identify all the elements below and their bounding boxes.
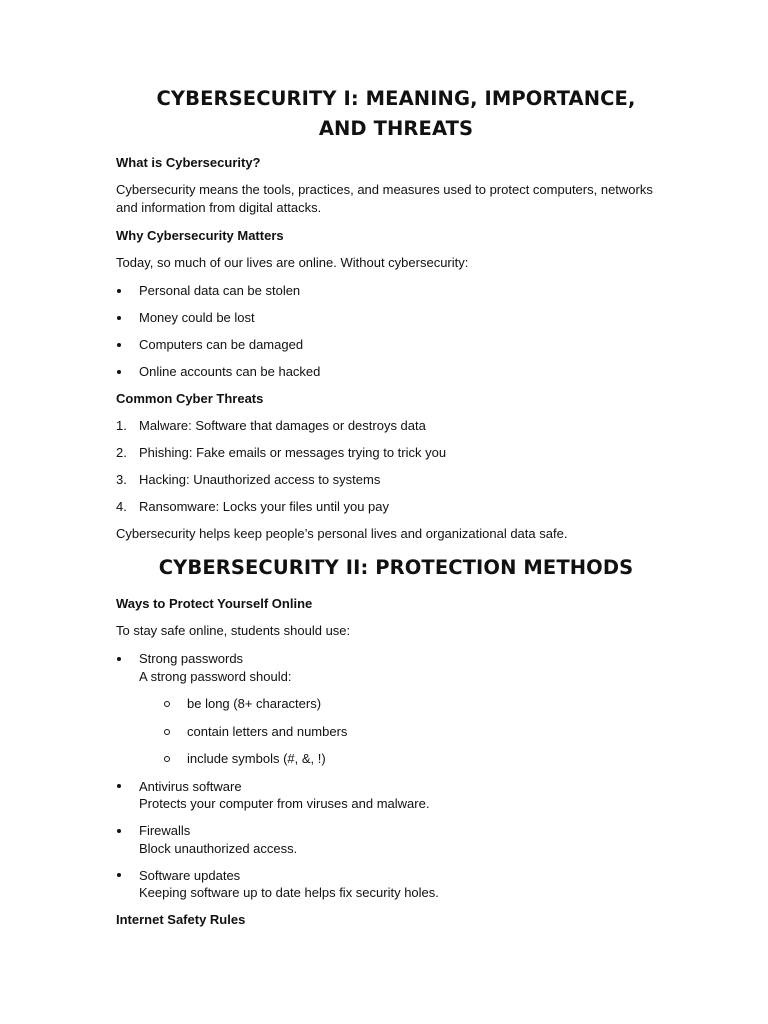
list-item: include symbols (#, &, !) bbox=[163, 750, 656, 768]
list-item-firewalls: Firewalls Block unauthorized access. bbox=[116, 822, 656, 857]
list-item: Money could be lost bbox=[116, 309, 656, 327]
heading-what-is: What is Cybersecurity? bbox=[116, 155, 261, 170]
circle-bullet-icon bbox=[164, 701, 170, 707]
paragraph-protect-intro: To stay safe online, students should use: bbox=[116, 623, 351, 638]
list-item: 1. Malware: Software that damages or destroys data bbox=[116, 418, 426, 433]
protection-list bbox=[116, 650, 656, 902]
circle-bullet-icon bbox=[164, 729, 170, 735]
list-item-software-updates: Software updates Keeping software up to date helps fix security holes. bbox=[116, 867, 656, 902]
paragraph-summary: Cybersecurity helps keep people’s personal lives and organizational data safe. bbox=[116, 526, 568, 541]
title-cybersecurity-i: CYBERSECURITY I: MEANING, IMPORTANCE, AND THREATS bbox=[156, 87, 636, 140]
list-item: be long (8+ characters) bbox=[163, 695, 656, 713]
list-item-antivirus: Antivirus software Protects your computer from viruses and malware. bbox=[116, 778, 656, 813]
heading-why-matters: Why Cybersecurity Matters bbox=[116, 228, 284, 243]
heading-internet-safety-rules: Internet Safety Rules bbox=[116, 912, 246, 927]
heading-ways-to-protect: Ways to Protect Yourself Online bbox=[116, 596, 313, 611]
list-item: contain letters and numbers bbox=[163, 723, 656, 741]
list-item: 2. Phishing: Fake emails or messages trying to trick you bbox=[116, 445, 447, 460]
heading-common-threats: Common Cyber Threats bbox=[116, 391, 264, 406]
list-item: 4. Ransomware: Locks your files until you pay bbox=[116, 499, 390, 514]
list-item: Personal data can be stolen bbox=[116, 282, 656, 300]
paragraph-why: Today, so much of our lives are online. Without cybersecurity: bbox=[116, 255, 469, 270]
list-item: Computers can be damaged bbox=[116, 336, 656, 354]
why-list bbox=[116, 282, 656, 381]
document-page bbox=[116, 84, 656, 938]
paragraph-definition: Cybersecurity means the tools, practices, and measures used to protect computers, networks and information from digital attacks. bbox=[116, 182, 653, 215]
circle-bullet-icon bbox=[164, 756, 170, 762]
list-item-strong-passwords: Strong passwords A strong password should: be long (8+ characters) contain letters and numbers include symbols (#, &, !) bbox=[116, 650, 656, 768]
password-rules-list bbox=[139, 695, 656, 768]
threats-list bbox=[116, 417, 656, 516]
list-item: Online accounts can be hacked bbox=[116, 363, 656, 381]
title-cybersecurity-ii: CYBERSECURITY II: PROTECTION METHODS bbox=[158, 556, 634, 579]
list-item: 3. Hacking: Unauthorized access to systems bbox=[116, 472, 381, 487]
